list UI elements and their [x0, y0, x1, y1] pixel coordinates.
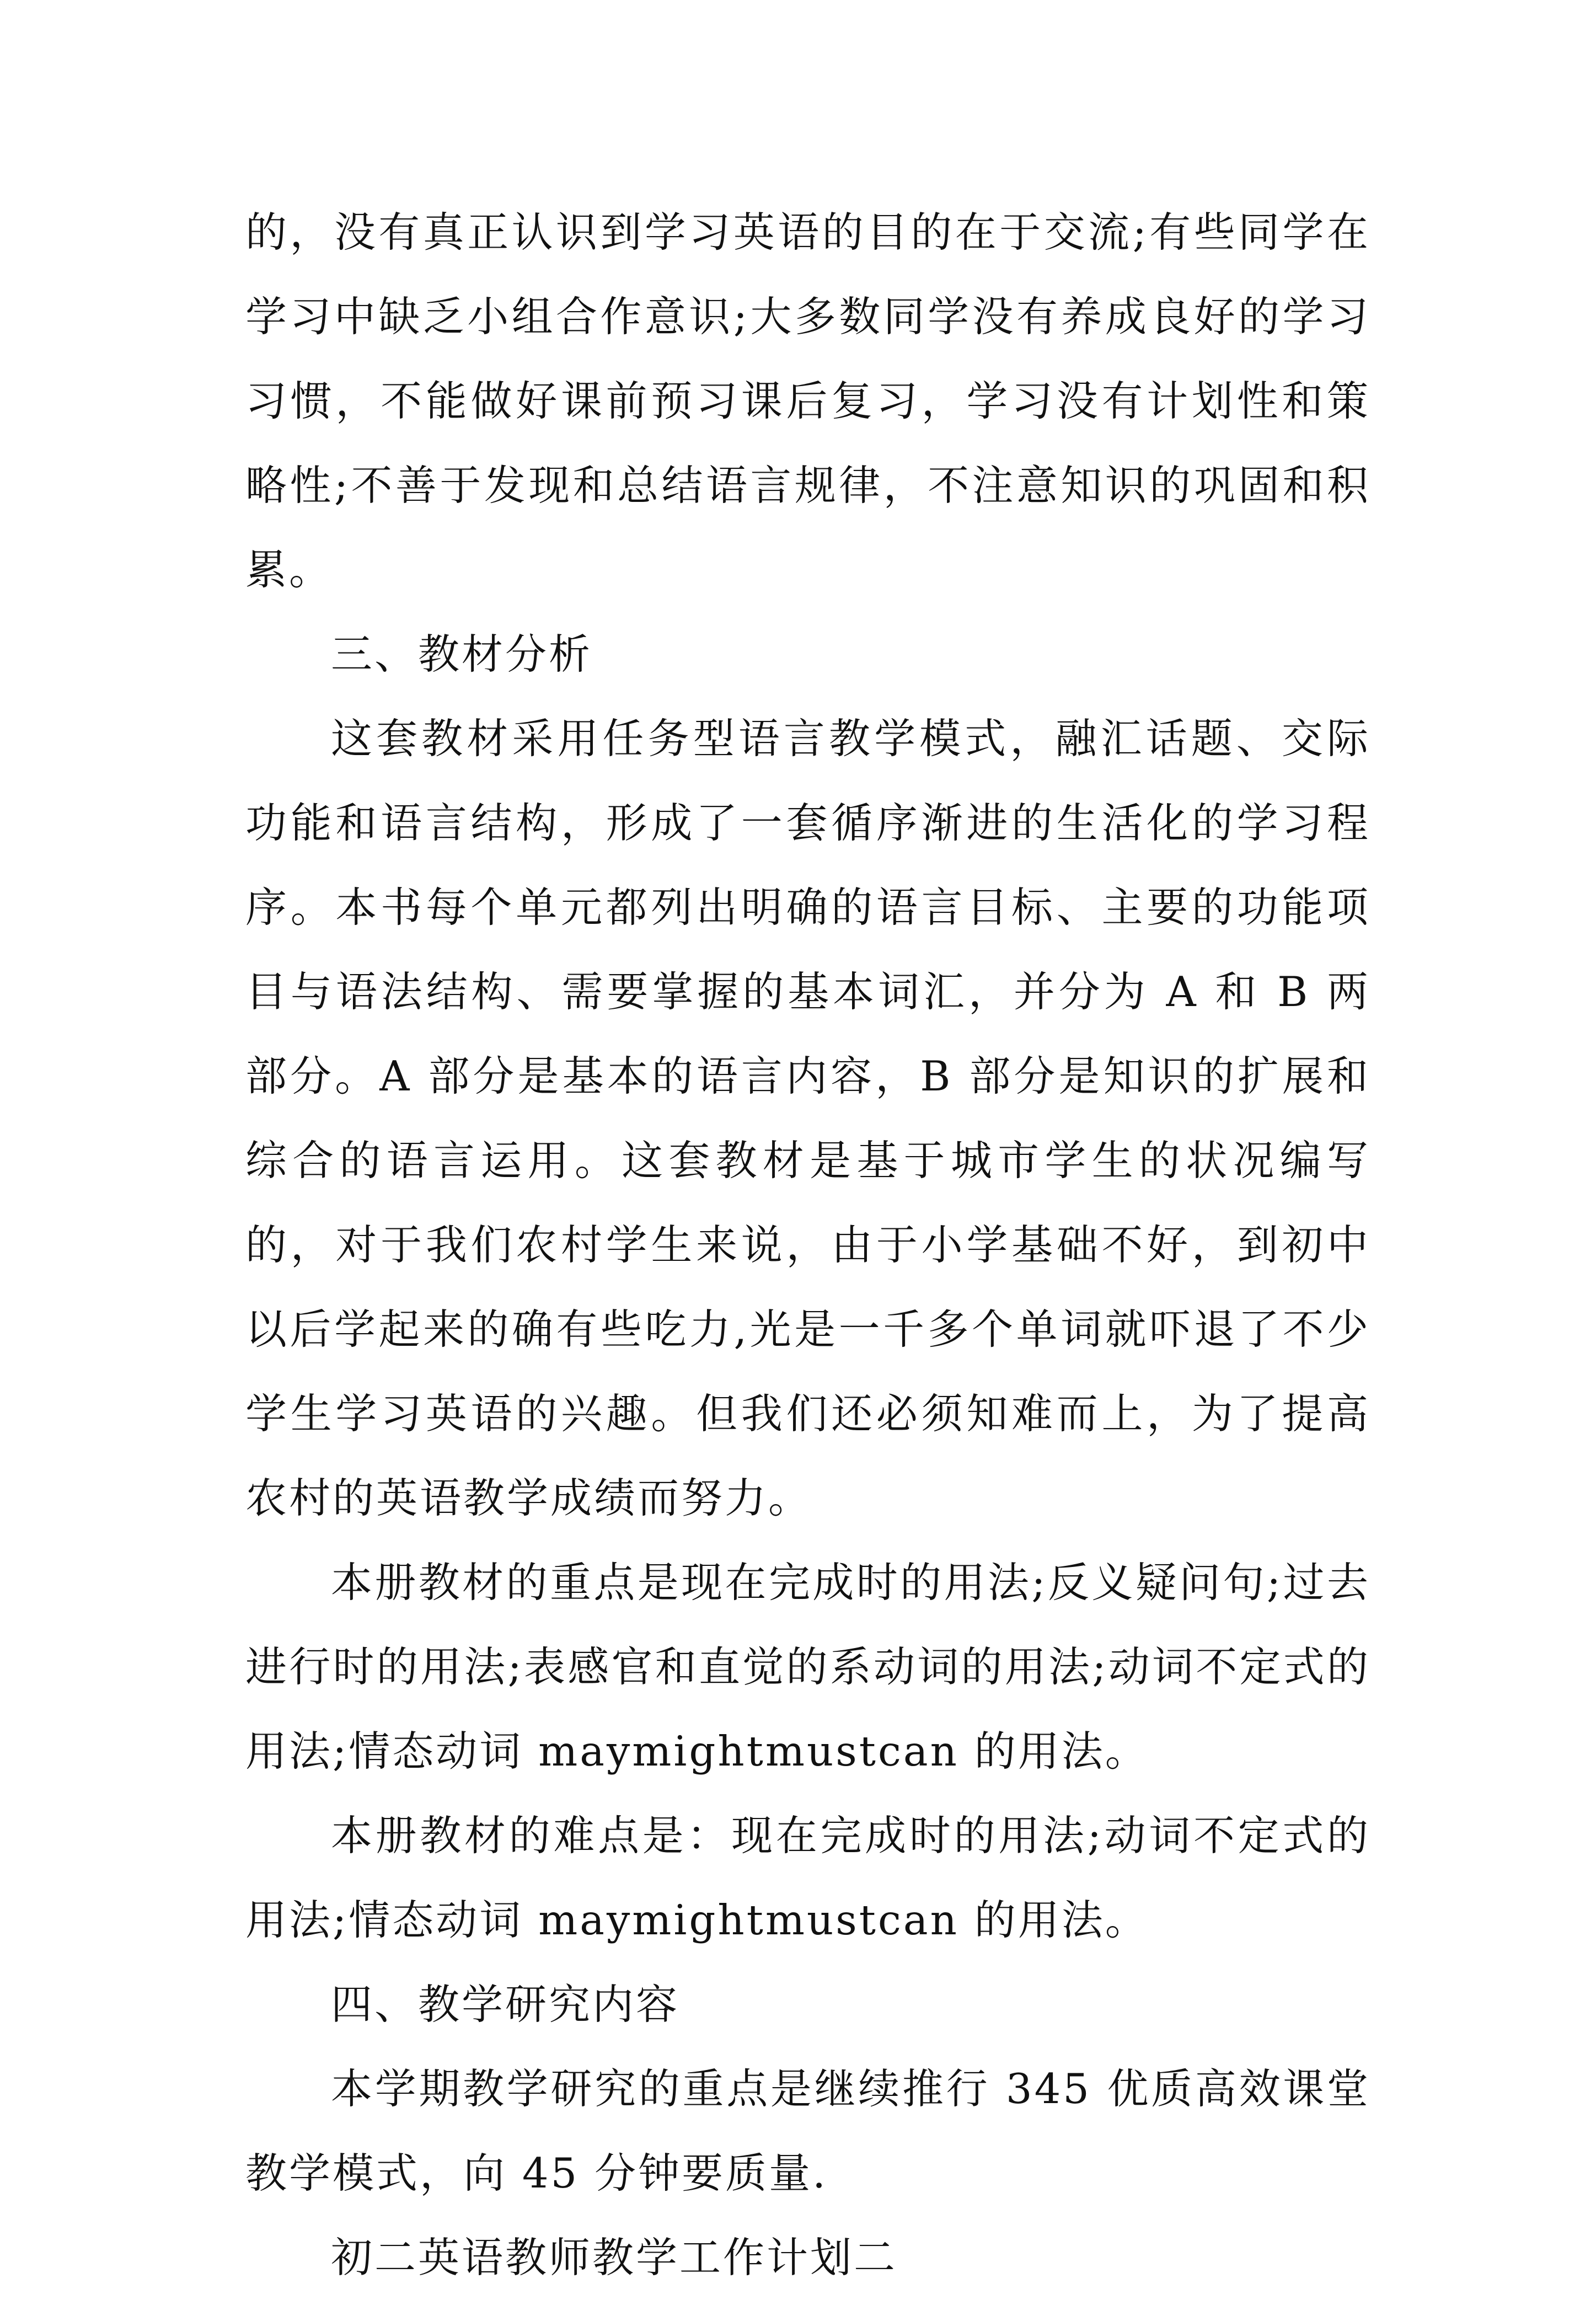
paragraph-teaching-research: 本学期教学研究的重点是继续推行 345 优质高效课堂教学模式，向 45 分钟要质量. — [245, 2064, 1370, 2197]
paragraph-key-points: 本册教材的重点是现在完成时的用法;反义疑问句;过去进行时的用法;表感官和直觉的系动词的用法;动词不定式的用法;情态动词 maymightmustcan 的用法。 — [245, 1558, 1370, 1775]
paragraph-student-analysis-continued: 的，没有真正认识到学习英语的目的在于交流;有些同学在学习中缺乏小组合作意识;大多数同学没有养成良好的学习习惯，不能做好课前预习课后复习，学习没有计划性和策略性;不善于发现和总结语言规律，不注意知识的巩固和积累。 — [245, 208, 1370, 594]
plan-title-two: 初二英语教师教学工作计划二 — [331, 2233, 898, 2282]
document-body — [245, 190, 1370, 2300]
section-heading-textbook-analysis: 三、教材分析 — [331, 630, 593, 678]
paragraph-difficult-points: 本册教材的难点是：现在完成时的用法;动词不定式的用法;情态动词 maymightmustcan 的用法。 — [245, 1811, 1370, 1944]
paragraph-textbook-analysis: 这套教材采用任务型语言教学模式，融汇话题、交际功能和语言结构，形成了一套循序渐进的生活化的学习程序。本书每个单元都列出明确的语言目标、主要的功能项目与语法结构、需要掌握的基本词汇，并分为 A 和 B 两部分。A 部分是基本的语言内容，B 部分是知识的扩展和综合的语言运用。这套教材是基于城市学生的状况编写的，对于我们农村学生来说，由于小学基础不好，到初中以后学起来的确有些吃力,光是一千多个单词就吓退了不少学生学习英语的兴趣。但我们还必须知难而上，为了提高农村的英语教学成绩而努力。 — [245, 714, 1370, 1522]
section-heading-teaching-research: 四、教学研究内容 — [331, 1980, 680, 2029]
